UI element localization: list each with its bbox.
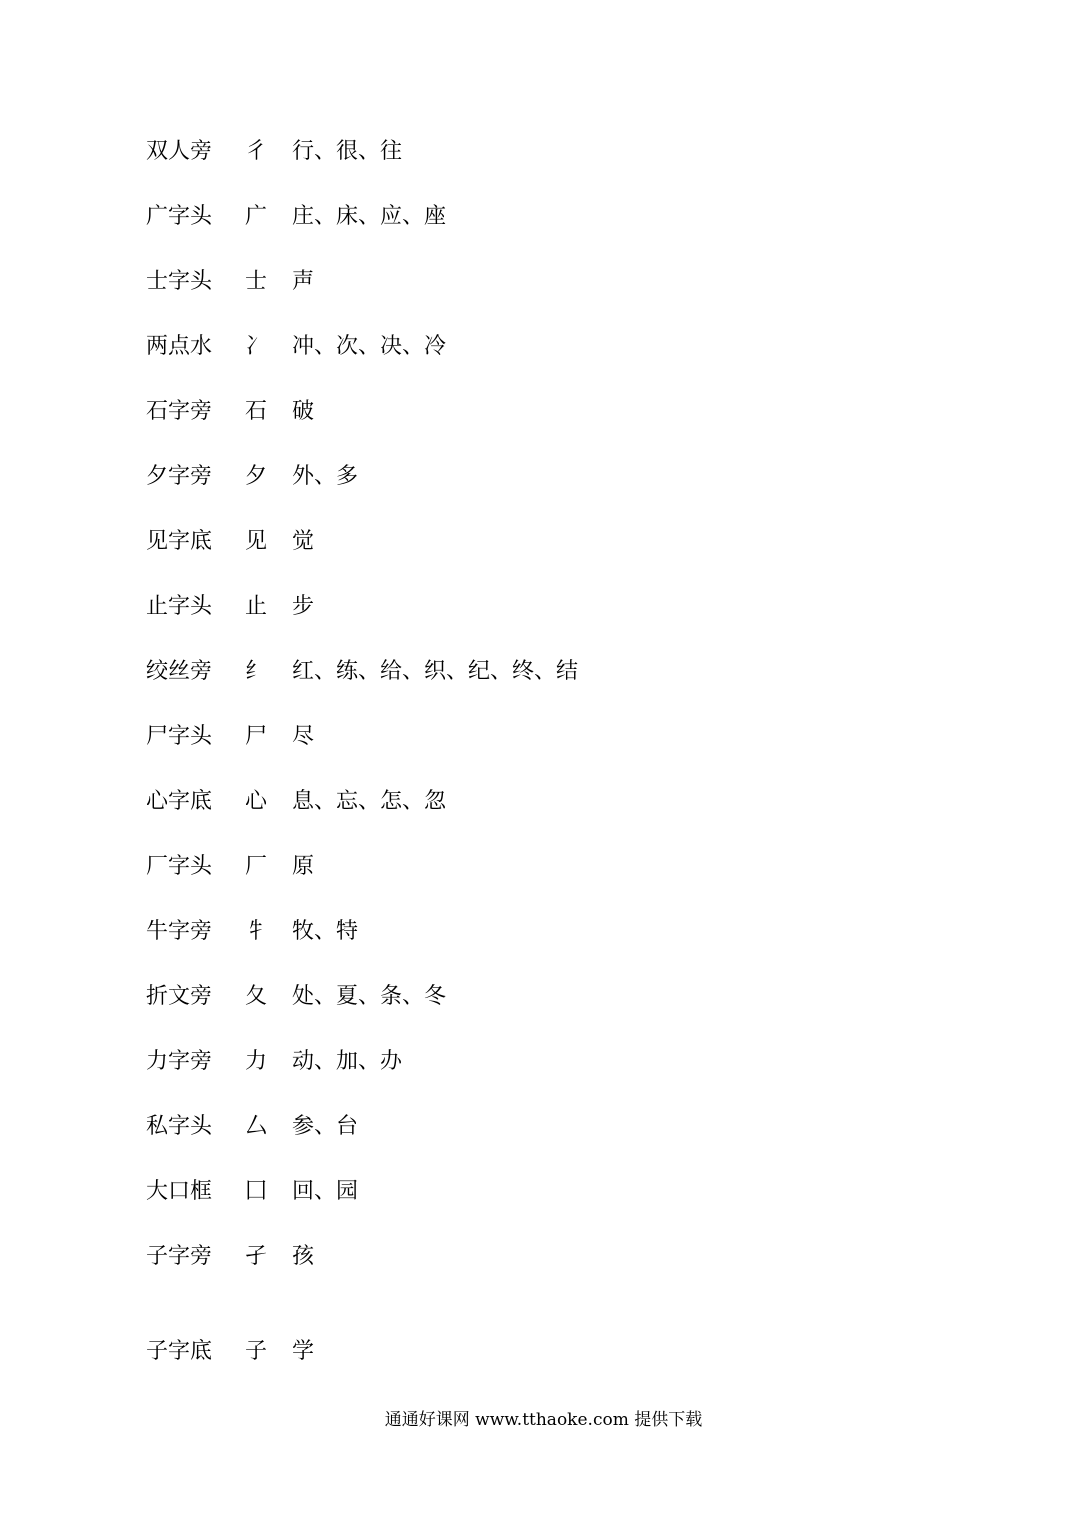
example-characters: 处、夏、条、冬 — [292, 984, 447, 1009]
radical-row — [146, 526, 846, 558]
radical-row — [146, 721, 846, 753]
radical-glyph: 孑 — [245, 1244, 268, 1269]
radical-name: 大口框 — [146, 1179, 213, 1204]
radical-glyph: 厶 — [245, 1114, 268, 1139]
radical-name: 士字头 — [146, 269, 213, 294]
radical-row — [146, 656, 846, 688]
example-characters: 庄、床、应、座 — [292, 204, 447, 229]
radical-glyph: 夂 — [245, 984, 268, 1009]
example-characters: 息、忘、怎、忽 — [292, 789, 447, 814]
radical-name: 见字底 — [146, 529, 213, 554]
radical-row — [146, 136, 846, 168]
radical-name: 两点水 — [146, 334, 213, 359]
radical-glyph: 子 — [245, 1339, 268, 1364]
radical-row — [146, 591, 846, 623]
radical-name: 夕字旁 — [146, 464, 213, 489]
radical-row — [146, 1241, 846, 1273]
radical-glyph: 石 — [245, 399, 268, 424]
example-characters: 外、多 — [292, 464, 359, 489]
example-characters: 冲、次、决、冷 — [292, 334, 447, 359]
radical-row — [146, 461, 846, 493]
radical-glyph: 止 — [245, 594, 268, 619]
radical-row — [146, 1111, 846, 1143]
example-characters: 原 — [292, 854, 315, 879]
radical-glyph: 冫 — [245, 334, 268, 359]
example-characters: 觉 — [292, 529, 315, 554]
radical-row — [146, 396, 846, 428]
radical-name: 石字旁 — [146, 399, 213, 424]
radical-glyph: 彳 — [245, 139, 268, 164]
radical-glyph: 士 — [245, 269, 268, 294]
radical-name: 止字头 — [146, 594, 213, 619]
example-characters: 学 — [292, 1339, 315, 1364]
example-characters: 行、很、往 — [292, 139, 403, 164]
radical-name: 力字旁 — [146, 1049, 213, 1074]
radical-glyph: 心 — [245, 789, 268, 814]
example-characters: 参、台 — [292, 1114, 359, 1139]
example-characters: 红、练、给、织、纪、终、结 — [292, 659, 579, 684]
example-characters: 动、加、办 — [292, 1049, 403, 1074]
radical-glyph: 力 — [245, 1049, 268, 1074]
example-characters: 步 — [292, 594, 315, 619]
example-characters: 声 — [292, 269, 315, 294]
radical-glyph: 广 — [245, 204, 268, 229]
radical-glyph: 见 — [245, 529, 268, 554]
radical-name: 尸字头 — [146, 724, 213, 749]
radical-name: 双人旁 — [146, 139, 213, 164]
radical-name: 折文旁 — [146, 984, 213, 1009]
radical-glyph: 尸 — [245, 724, 268, 749]
example-characters: 牧、特 — [292, 919, 359, 944]
example-characters: 孩 — [292, 1244, 315, 1269]
example-characters: 尽 — [292, 724, 315, 749]
example-characters: 回、园 — [292, 1179, 359, 1204]
radical-row — [146, 916, 846, 948]
radical-row — [146, 786, 846, 818]
radical-name: 心字底 — [146, 789, 213, 814]
radical-row — [146, 981, 846, 1013]
radical-row — [146, 1176, 846, 1208]
example-characters: 破 — [292, 399, 315, 424]
radical-name: 牛字旁 — [146, 919, 213, 944]
radical-name: 绞丝旁 — [146, 659, 213, 684]
radical-glyph: 牜 — [245, 919, 268, 944]
radical-name: 子字旁 — [146, 1244, 213, 1269]
radical-row — [146, 1336, 846, 1368]
radical-name: 私字头 — [146, 1114, 213, 1139]
radical-row — [146, 851, 846, 883]
radical-glyph: 厂 — [245, 854, 268, 879]
radical-row — [146, 201, 846, 233]
radical-name: 广字头 — [146, 204, 213, 229]
radical-glyph: 囗 — [245, 1179, 268, 1204]
radical-name: 厂字头 — [146, 854, 213, 879]
radical-row — [146, 266, 846, 298]
page-footer: 通通好课网 www.tthaoke.com 提供下载 — [384, 1410, 703, 1430]
radical-name: 子字底 — [146, 1339, 213, 1364]
radical-glyph: 夕 — [245, 464, 268, 489]
radical-row — [146, 1046, 846, 1078]
radical-glyph: 纟 — [245, 659, 268, 684]
radical-row — [146, 331, 846, 363]
